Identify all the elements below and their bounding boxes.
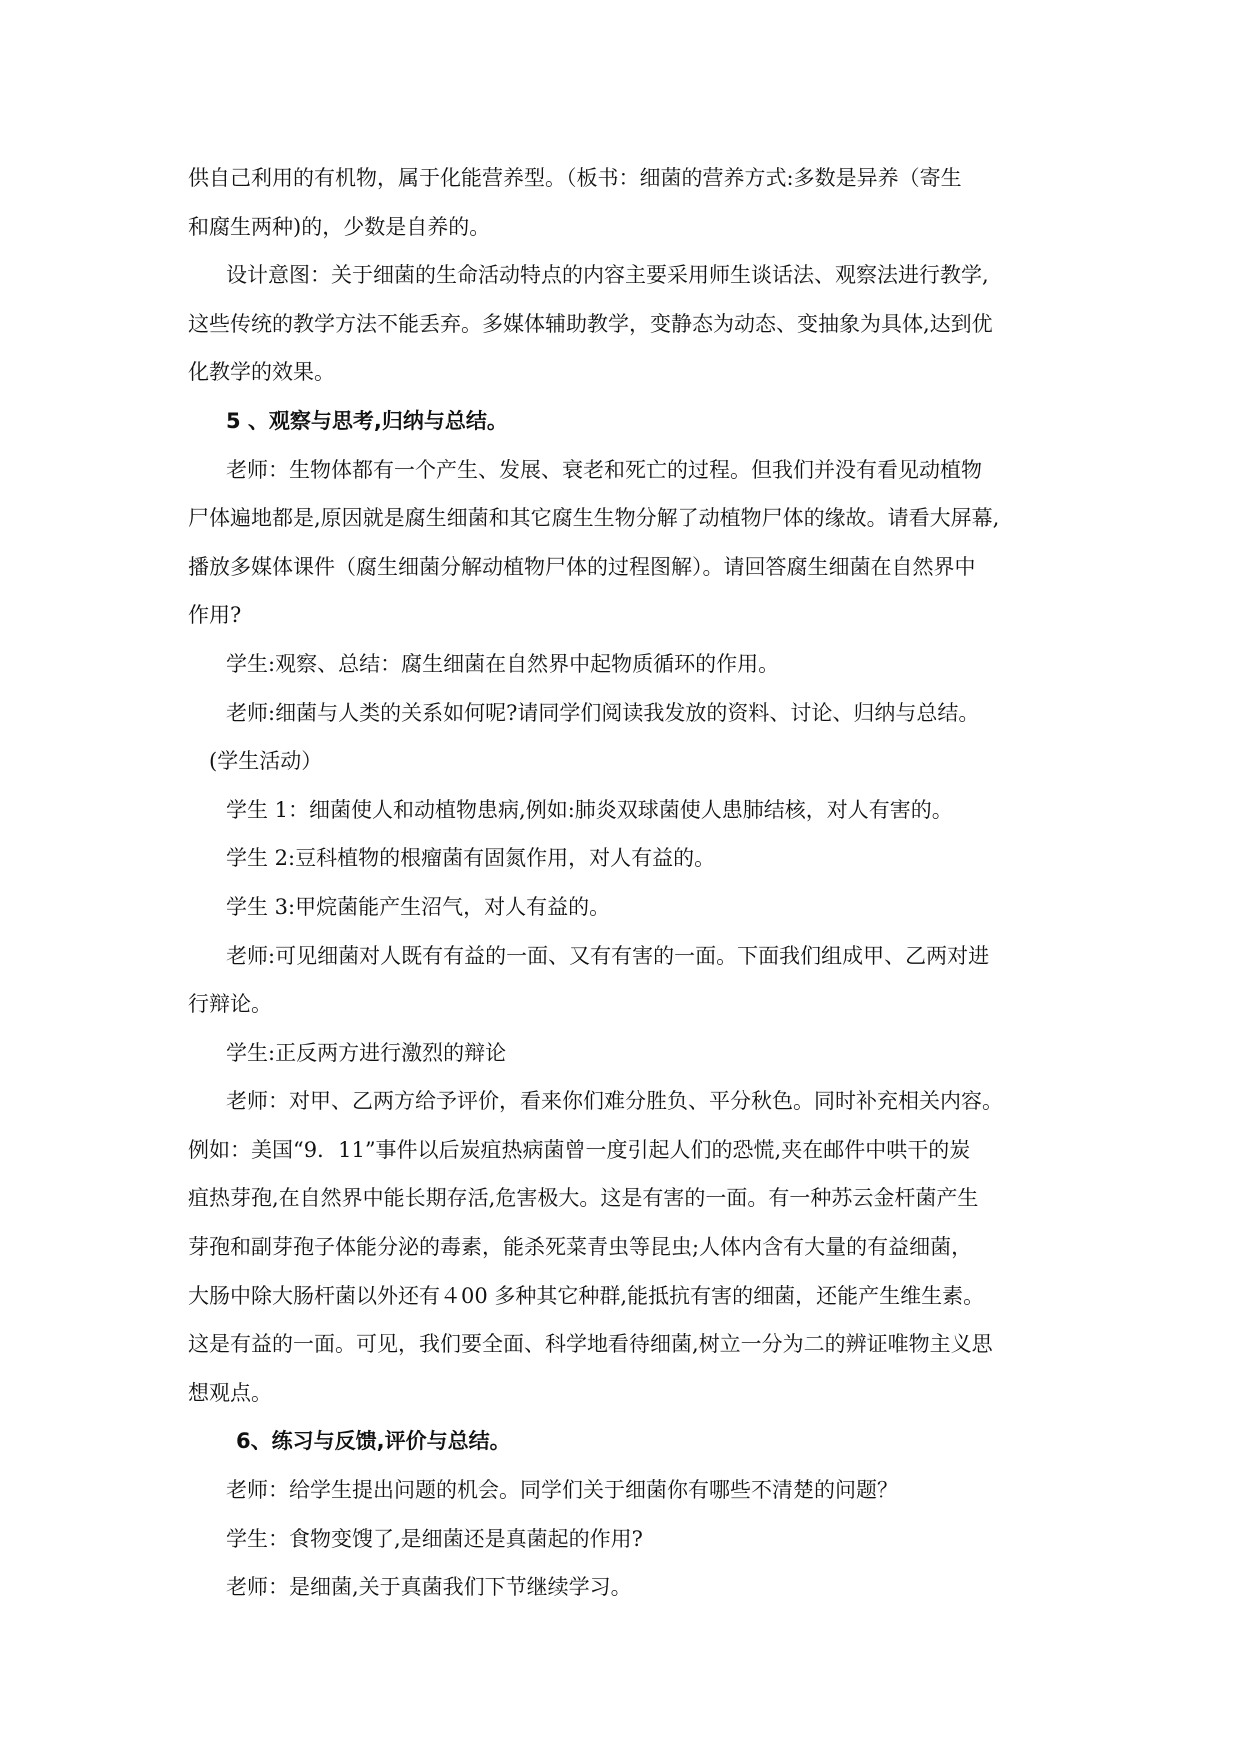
paragraph-line: 这是有益的一面。可见，我们要全面、科学地看待细菌,树立一分为二的辨证唯物主义思 — [188, 1332, 993, 1357]
paragraph-line: 播放多媒体课件（腐生细菌分解动植物尸体的过程图解）。请回答腐生细菌在自然界中 — [188, 554, 976, 579]
paragraph-line: 学生：食物变馊了,是细菌还是真菌起的作用? — [226, 1526, 643, 1551]
paragraph-line: 学生:观察、总结：腐生细菌在自然界中起物质循环的作用。 — [226, 651, 780, 676]
section-heading-6: 6、练习与反馈,评价与总结。 — [236, 1429, 511, 1454]
paragraph-line: 老师：对甲、乙两方给予评价，看来你们难分胜负、平分秋色。同时补充相关内容。 — [226, 1089, 1003, 1114]
paragraph-line: 尸体遍地都是,原因就是腐生细菌和其它腐生生物分解了动植物尸体的缘故。请看大屏幕, — [188, 506, 1000, 531]
paragraph-line: 老师：给学生提出问题的机会。同学们关于细菌你有哪些不清楚的问题？ — [226, 1478, 898, 1503]
paragraph-line: 设计意图：关于细菌的生命活动特点的内容主要采用师生谈话法、观察法进行教学, — [226, 263, 989, 288]
paragraph-line: 学生 3:甲烷菌能产生沼气，对人有益的。 — [226, 894, 611, 919]
paragraph-line: 供自己利用的有机物，属于化能营养型。（板书：细菌的营养方式:多数是异养（寄生 — [188, 166, 962, 190]
paragraph-line: 老师:细菌与人类的关系如何呢?请同学们阅读我发放的资料、讨论、归纳与总结。 — [226, 700, 980, 725]
section-heading-5: 5 、观察与思考,归纳与总结。 — [226, 408, 508, 433]
paragraph-line: 学生 2:豆科植物的根瘤菌有固氮作用，对人有益的。 — [226, 846, 716, 871]
paragraph-line: 老师：是细菌,关于真菌我们下节继续学习。 — [226, 1575, 632, 1600]
paragraph-line: 疽热芽孢,在自然界中能长期存活,危害极大。这是有害的一面。有一种苏云金杆菌产生 — [188, 1186, 979, 1211]
paragraph-line: 作用? — [188, 603, 242, 628]
paragraph-line: 大肠中除大肠杆菌以外还有４00 多种其它种群,能抵抗有害的细菌，还能产生维生素。 — [188, 1283, 985, 1308]
paragraph-line: 和腐生两种)的，少数是自养的。 — [188, 214, 491, 239]
paragraph-line: 芽孢和副芽孢子体能分泌的毒素，能杀死菜青虫等昆虫;人体内含有大量的有益细菌， — [188, 1235, 973, 1260]
paragraph-line: 学生:正反两方进行激烈的辩论 — [226, 1040, 507, 1065]
paragraph-line: 学生 1：细菌使人和动植物患病,例如:肺炎双球菌使人患肺结核，对人有害的。 — [226, 797, 953, 822]
paragraph-line: 老师:可见细菌对人既有有益的一面、又有有害的一面。下面我们组成甲、乙两对进 — [226, 943, 990, 968]
paragraph-line: 这些传统的教学方法不能丢弃。多媒体辅助教学，变静态为动态、变抽象为具体,达到优 — [188, 311, 993, 336]
document-body — [188, 154, 1064, 1612]
paragraph-line: 例如：美国“9．11”事件以后炭疽热病菌曾一度引起人们的恐慌,夹在邮件中哄干的炭 — [188, 1137, 971, 1162]
paragraph-line: (学生活动） — [209, 749, 323, 774]
paragraph-line: 化教学的效果。 — [188, 360, 335, 385]
paragraph-line: 行辩论。 — [188, 992, 272, 1017]
paragraph-line: 想观点。 — [188, 1380, 272, 1405]
paragraph-line: 老师：生物体都有一个产生、发展、衰老和死亡的过程。但我们并没有看见动植物 — [226, 457, 982, 482]
